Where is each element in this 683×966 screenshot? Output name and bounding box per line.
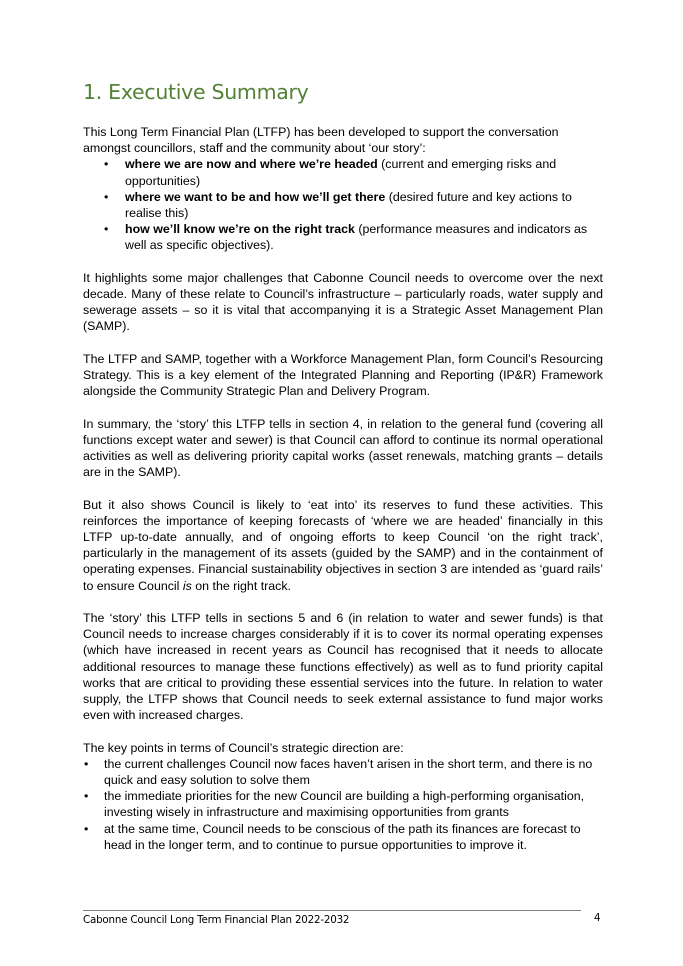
bullet-icon: • (84, 789, 89, 804)
key-point (83, 756, 603, 788)
key-point (83, 788, 603, 820)
resourcing-paragraph: The LTFP and SAMP, together with a Workforce Management Plan, form Council’s Resourcing Strategy. This is a key element of the Integrated Planning and Reporting (IP&R) Framework alongside the Community Strategic Plan and Delivery Program. (83, 351, 603, 399)
challenges-paragraph: It highlights some major challenges that Cabonne Council needs to overcome over the next decade. Many of these relate to Council’s infrastructure – particularly roads, water supply and sewerage assets – so it is vital that accompanying it is a Strategic Asset Management Plan (SAMP). (83, 270, 603, 334)
story-bullet-bold: how we’ll know we’re on the right track (125, 222, 355, 237)
story-bullet-rest: (performance measures and indicators as well as specific objectives). (125, 222, 588, 253)
footer-divider (83, 910, 581, 911)
bullet-icon: • (84, 756, 89, 771)
bullet-icon: • (84, 821, 89, 836)
key-point-text: at the same time, Council needs to be conscious of the path its finances are forecast to head in the longer term, and to continue to pursue opportunities to improve it. (104, 821, 581, 852)
key-points-list (83, 756, 603, 853)
summary-paragraph: In summary, the ‘story’ this LTFP tells in section 4, in relation to the general fund (covering all functions except water and sewer) is that Council can afford to continue its normal operational activities as well as delivering priority capital works (asset renewals, matching grants – details are in the SAMP). (83, 416, 603, 480)
reserves-paragraph (83, 497, 603, 594)
bullet-icon: • (104, 189, 109, 204)
footer-document-title: Cabonne Council Long Term Financial Plan 2022-2032 (83, 914, 350, 926)
story-bullet (83, 221, 603, 253)
story-bullet-bold: where we are now and where we’re headed (125, 157, 378, 172)
body-content (83, 124, 603, 853)
story-bullet (83, 189, 603, 221)
story-bullet-list (83, 156, 603, 253)
story-bullet-rest: (desired future and key actions to realise this) (125, 189, 572, 221)
key-point (83, 821, 603, 853)
reserves-text: But it also shows Council is likely to ‘eat into’ its reserves to fund these activities. This reinforces the importance of keeping forecasts of ‘where we are headed’ financially in this LTFP up-to-date annually, and of ongoing efforts to keep Council ‘on the right track’, particularly in the management of its assets (guided by the SAMP) and in the containment of operating expenses. Financial sustainability objectives in section 3 are intended as ‘guard rails’ to ensure Council (83, 497, 603, 593)
intro-paragraph: This Long Term Financial Plan (LTFP) has been developed to support the conversation amongst councillors, staff and the community about ‘our story’: (83, 125, 559, 156)
story-bullet (83, 156, 603, 188)
reserves-text-end: on the right track. (191, 578, 292, 593)
page-title: 1. Executive Summary (83, 80, 309, 104)
bullet-icon: • (104, 222, 109, 237)
key-point-text: the current challenges Council now faces haven’t arisen in the short term, and there is no quick and easy solution to solve them (104, 756, 593, 788)
bullet-icon: • (104, 157, 109, 172)
story-bullet-rest: (current and emerging risks and opportunities) (125, 157, 557, 188)
story-bullet-bold: where we want to be and how we’ll get there (125, 189, 386, 204)
reserves-emphasis: is (182, 578, 192, 593)
page-number: 4 (594, 912, 601, 924)
key-point-text: the immediate priorities for the new Council are building a high-performing organisation, investing wisely in infrastructure and maximising opportunities from grants (104, 789, 585, 820)
key-points-intro: The key points in terms of Council’s strategic direction are: (83, 740, 404, 755)
water-sewer-paragraph: The ‘story’ this LTFP tells in sections 5 and 6 (in relation to water and sewer funds) is that Council needs to increase charges considerably if it is to cover its normal operating expenses (which have increased in recent years as Council has recognised that it needs to allocate additional resources to manage these functions effectively) as well as to fund priority capital works that are critical to providing these essential services into the future. In relation to water supply, the LTFP shows that Council needs to seek external assistance to fund major works even with increased charges. (83, 611, 603, 723)
